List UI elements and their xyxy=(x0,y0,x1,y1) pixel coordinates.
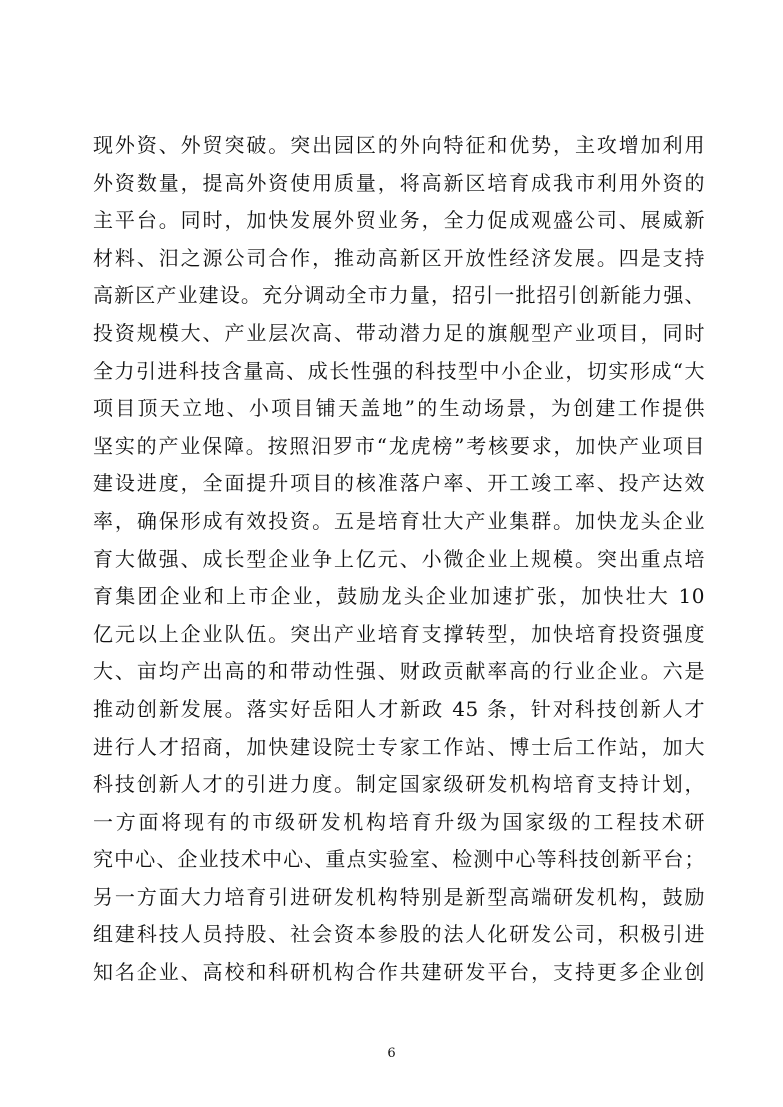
page-number: 6 xyxy=(387,1046,396,1061)
body-text xyxy=(93,127,705,992)
text-line: 另一方面大力培育引进研发机构特别是新型高端研发机构，鼓励 xyxy=(93,884,705,909)
text-line: 材料、汨之源公司合作，推动高新区开放性经济发展。四是支持 xyxy=(93,245,705,270)
text-line: 现外资、外贸突破。突出园区的外向特征和优势，主攻增加利用 xyxy=(93,133,705,157)
text-line: 全力引进科技含量高、成长性强的科技型中小企业，切实形成“大 xyxy=(93,358,705,383)
text-line: 项目顶天立地、小项目铺天盖地”的生动场景，为创建工作提供 xyxy=(93,396,705,421)
text-line: 坚实的产业保障。按照汨罗市“龙虎榜”考核要求，加快产业项目 xyxy=(93,433,705,458)
text-line: 大、亩均产出高的和带动性强、财政贡献率高的行业企业。六是 xyxy=(93,659,705,684)
text-line: 亿元以上企业队伍。突出产业培育支撑转型，加快培育投资强度 xyxy=(93,621,705,646)
text-line: 推动创新发展。落实好岳阳人才新政 45 条，针对科技创新人才 xyxy=(93,696,705,721)
text-line: 投资规模大、产业层次高、带动潜力足的旗舰型产业项目，同时 xyxy=(93,320,705,345)
text-line: 高新区产业建设。充分调动全市力量，招引一批招引创新能力强、 xyxy=(93,283,705,308)
text-line: 知名企业、高校和科研机构合作共建研发平台，支持更多企业创 xyxy=(93,960,705,985)
text-line: 进行人才招商，加快建设院士专家工作站、博士后工作站，加大 xyxy=(93,734,705,759)
text-line: 究中心、企业技术中心、重点实验室、检测中心等科技创新平台； xyxy=(93,847,705,872)
text-line: 育集团企业和上市企业，鼓励龙头企业加速扩张，加快壮大 10 xyxy=(93,584,705,609)
text-line: 育大做强、成长型企业争上亿元、小微企业上规模。突出重点培 xyxy=(93,546,705,571)
text-line: 组建科技人员持股、社会资本参股的法人化研发公司，积极引进 xyxy=(93,922,705,947)
text-line: 科技创新人才的引进力度。制定国家级研发机构培育支持计划， xyxy=(93,772,705,797)
text-line: 建设进度，全面提升项目的核准落户率、开工竣工率、投产达效 xyxy=(93,471,705,496)
text-line: 一方面将现有的市级研发机构培育升级为国家级的工程技术研 xyxy=(93,809,705,834)
text-line: 率，确保形成有效投资。五是培育壮大产业集群。加快龙头企业 xyxy=(93,508,705,533)
text-line: 外资数量，提高外资使用质量，将高新区培育成我市利用外资的 xyxy=(93,170,705,195)
text-line: 主平台。同时，加快发展外贸业务，全力促成观盛公司、展威新 xyxy=(93,208,705,233)
